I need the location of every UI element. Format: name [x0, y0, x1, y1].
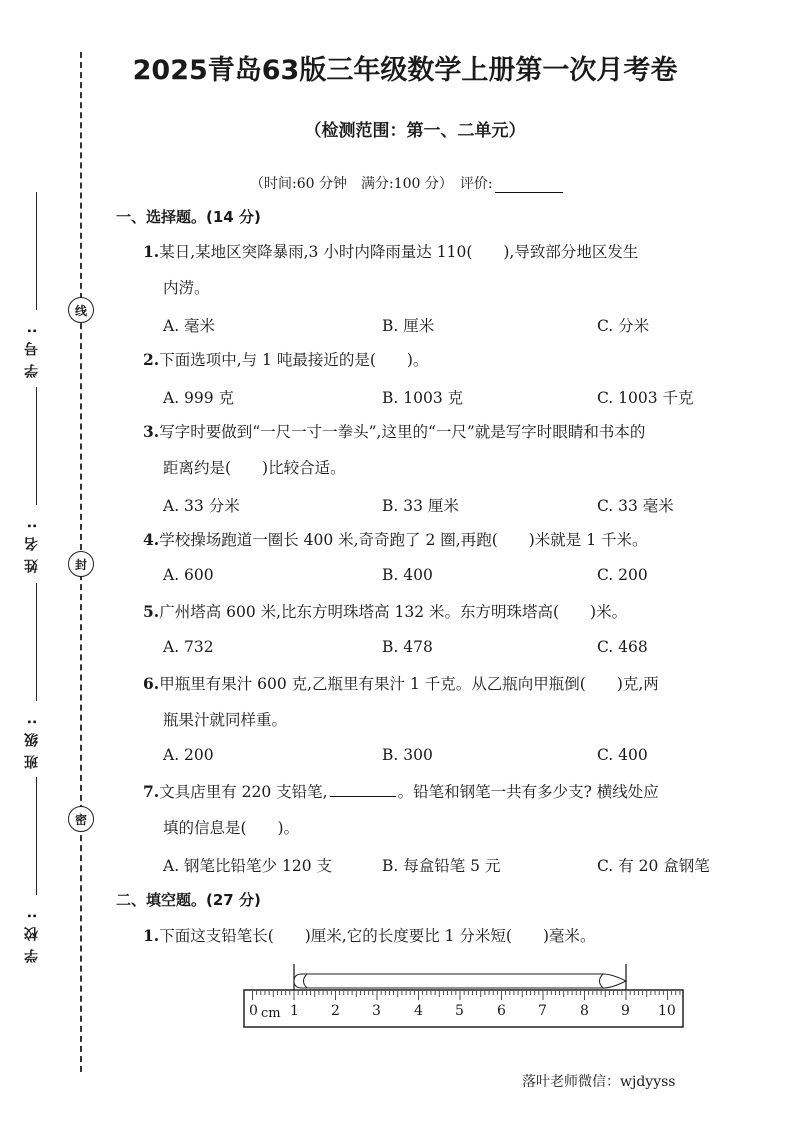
name-input-line[interactable] — [36, 387, 37, 505]
footer-watermark: 落叶老师微信：wjdyyss — [522, 1074, 676, 1090]
ruler-label-7: 7 — [538, 1003, 547, 1019]
option-c[interactable]: C. 有 20 盒钢笔 — [597, 857, 710, 875]
seal-mi-icon — [68, 806, 94, 832]
question-text: 某日,某地区突降暴雨,3 小时内降雨量达 110( ),导致部分地区发生 — [159, 243, 639, 261]
option-c[interactable]: C. 468 — [597, 638, 648, 656]
question-text: 学校操场跑道一圈长 400 米,奇奇跑了 2 圈,再跑( )米就是 1 千米。 — [159, 531, 648, 549]
ruler-label-2: 2 — [331, 1003, 340, 1019]
question-1 — [143, 234, 768, 306]
question-text-cont: 内涝。 — [163, 279, 210, 297]
option-a[interactable]: A. 200 — [163, 746, 214, 764]
question-number: 6. — [143, 674, 160, 693]
ruler-label-4: 4 — [414, 1003, 423, 1019]
exam-meta — [250, 173, 563, 193]
seal-feng-icon — [68, 551, 94, 577]
option-b[interactable]: B. 300 — [382, 746, 433, 764]
question-2 — [143, 342, 768, 378]
student-id-input-line[interactable] — [36, 192, 37, 310]
student-id-label: 学号: — [24, 320, 40, 378]
option-a[interactable]: A. 钢笔比铅笔少 120 支 — [163, 857, 332, 875]
question-text: 写字时要做到“一尺一寸一拳头”,这里的“一尺”就是写字时眼睛和书本的 — [159, 423, 646, 441]
question-text-cont: 距离约是( )比较合适。 — [163, 459, 346, 477]
class-label: 班级: — [24, 711, 40, 769]
option-a[interactable]: A. 999 克 — [163, 389, 235, 407]
class-input-line[interactable] — [36, 583, 37, 701]
option-b[interactable]: B. 478 — [382, 638, 433, 656]
option-b[interactable]: B. 1003 克 — [382, 389, 464, 407]
question-text-cont: 填的信息是( )。 — [163, 819, 300, 837]
section-heading-fill: 二、填空题。(27 分) — [116, 891, 261, 909]
option-b[interactable]: B. 厘米 — [382, 317, 435, 335]
question-5 — [143, 594, 768, 630]
ruler-label-1: 1 — [290, 1003, 299, 1019]
question-number: 1. — [143, 926, 160, 945]
option-b[interactable]: B. 400 — [382, 566, 433, 584]
page-subtitle: （检测范围：第一、二单元） — [304, 121, 526, 141]
question-text: 甲瓶里有果汁 600 克,乙瓶里有果汁 1 千克。从乙瓶向甲瓶倒( )克,两 — [159, 675, 659, 693]
option-a[interactable]: A. 600 — [163, 566, 214, 584]
question-text: 。铅笔和钢笔一共有多少支? 横线处应 — [397, 783, 659, 801]
question-number: 3. — [143, 422, 160, 441]
option-a[interactable]: A. 毫米 — [163, 317, 216, 335]
option-c[interactable]: C. 分米 — [597, 317, 650, 335]
question-text: 文具店里有 220 支铅笔, — [159, 783, 328, 801]
question-text: 广州塔高 600 米,比东方明珠塔高 132 米。东方明珠塔高( )米。 — [159, 603, 628, 621]
score-blank[interactable] — [495, 178, 563, 193]
seal-label: 封 — [74, 557, 87, 572]
ruler-label-10: 10 — [658, 1003, 676, 1019]
page-title: 2025青岛63版三年级数学上册第一次月考卷 — [132, 55, 678, 86]
name-label: 姓名: — [24, 515, 40, 573]
ruler-label-6: 6 — [497, 1003, 506, 1019]
seal-xian-icon — [68, 297, 94, 323]
school-input-line[interactable] — [36, 777, 37, 895]
question-number: 5. — [143, 602, 160, 621]
fill-blank-line[interactable] — [330, 782, 396, 797]
seal-label: 线 — [74, 303, 87, 318]
option-c[interactable]: C. 400 — [597, 746, 648, 764]
question-6 — [143, 666, 768, 738]
option-c[interactable]: C. 33 毫米 — [597, 497, 674, 515]
ruler-label-8: 8 — [580, 1003, 589, 1019]
question-4 — [143, 522, 768, 558]
question-number: 1. — [143, 242, 160, 261]
seal-label: 密 — [74, 812, 87, 827]
pencil-icon — [294, 974, 626, 988]
question-3 — [143, 414, 768, 486]
option-c[interactable]: C. 200 — [597, 566, 648, 584]
ruler-label-3: 3 — [372, 1003, 381, 1019]
fill-question-1 — [143, 918, 768, 954]
option-b[interactable]: B. 每盒铅笔 5 元 — [382, 857, 501, 875]
pencil-ruler-figure — [240, 960, 690, 1032]
question-text: 下面选项中,与 1 吨最接近的是( )。 — [159, 351, 429, 369]
exam-meta-text: （时间:60 分钟 满分:100 分） 评价: — [250, 176, 493, 192]
option-b[interactable]: B. 33 厘米 — [382, 497, 459, 515]
question-number: 4. — [143, 530, 160, 549]
option-a[interactable]: A. 732 — [163, 638, 214, 656]
option-a[interactable]: A. 33 分米 — [163, 497, 240, 515]
question-7 — [143, 774, 768, 846]
question-number: 7. — [143, 782, 160, 801]
ruler-label-0: 0 — [249, 1003, 258, 1019]
question-text: 下面这支铅笔长( )厘米,它的长度要比 1 分米短( )毫米。 — [159, 927, 596, 945]
ruler-label-9: 9 — [621, 1003, 630, 1019]
question-number: 2. — [143, 350, 160, 369]
ruler-label-5: 5 — [455, 1003, 464, 1019]
school-label: 学校: — [24, 905, 40, 963]
ruler-unit: cm — [261, 1006, 281, 1021]
question-text-cont: 瓶果汁就同样重。 — [163, 711, 288, 729]
option-c[interactable]: C. 1003 千克 — [597, 389, 694, 407]
section-heading-choice: 一、选择题。(14 分) — [116, 208, 261, 226]
